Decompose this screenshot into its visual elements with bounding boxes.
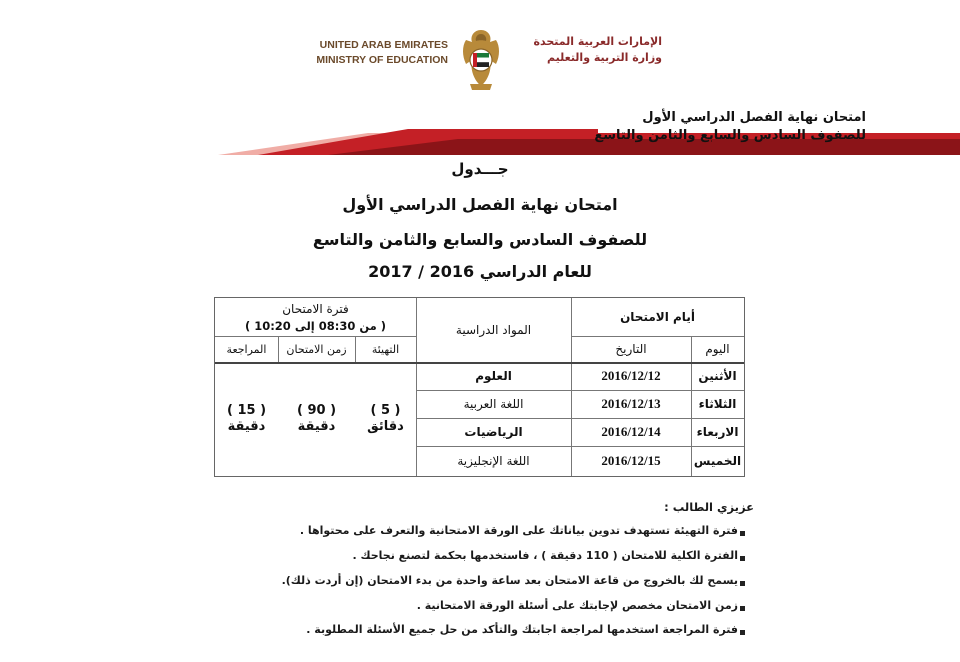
row-day: الأثنين bbox=[698, 369, 737, 383]
row-date: 2016/12/14 bbox=[601, 424, 661, 439]
exam-duration bbox=[278, 362, 355, 476]
schedule-title-line1: امتحان نهاية الفصل الدراسي الأول bbox=[342, 195, 618, 214]
bullet-icon bbox=[740, 556, 745, 561]
country-name-arabic: الإمارات العربية المتحدة bbox=[533, 35, 662, 48]
schedule-title-line3: للعام الدراسي 2016 / 2017 bbox=[368, 262, 592, 281]
row-date: 2016/12/13 bbox=[601, 396, 661, 411]
ministry-name-english bbox=[300, 38, 448, 68]
ministry-name-english-line: MINISTRY OF EDUCATION bbox=[316, 54, 448, 66]
row-subject: الرياضيات bbox=[464, 425, 523, 439]
ministry-name-arabic bbox=[512, 34, 662, 66]
bullet-icon bbox=[740, 581, 745, 586]
review-unit: دقيقة bbox=[227, 419, 266, 434]
notes-title: عزيزي الطالب : bbox=[664, 500, 754, 514]
banner-title-line1: امتحان نهاية الفصل الدراسي الأول bbox=[642, 110, 866, 125]
exam-period-header: فترة الامتحان bbox=[282, 302, 349, 316]
bullet-icon bbox=[740, 606, 745, 611]
note-item: فترة التهيئة تستهدف تدوين بياناتك على الورقة الامتحانية والتعرف على محتواها . bbox=[299, 524, 738, 537]
row-day: الثلاثاء bbox=[698, 397, 737, 411]
row-date: 2016/12/15 bbox=[601, 453, 661, 468]
exam-value: ( 90 ) bbox=[296, 403, 337, 418]
exam-days-header: أيام الامتحان bbox=[620, 310, 695, 324]
ministry-name-arabic-line: وزارة التربية والتعليم bbox=[547, 51, 662, 64]
row-day: الخميس bbox=[693, 454, 742, 468]
review-value: ( 15 ) bbox=[226, 403, 267, 418]
prep-duration bbox=[355, 362, 416, 476]
review-column-header: المراجعة bbox=[226, 342, 267, 356]
note-item: زمن الامتحان مخصص لإجابتك على أسئلة الورقة الامتحانية . bbox=[416, 599, 738, 612]
bullet-icon bbox=[740, 531, 745, 536]
schedule-title-line2: للصفوف السادس والسابع والثامن والتاسع bbox=[312, 230, 648, 249]
row-day: الاربعاء bbox=[696, 425, 739, 439]
schedule-heading: جـــدول bbox=[451, 160, 509, 178]
note-item: فترة المراجعة استخدمها لمراجعة اجابتك والتأكد من حل جميع الأسئلة المطلوبة . bbox=[306, 623, 738, 636]
row-date: 2016/12/12 bbox=[601, 368, 661, 383]
date-column-header: التاريخ bbox=[615, 342, 647, 356]
subjects-column-header: المواد الدراسية bbox=[455, 323, 532, 337]
exam-time-column-header: زمن الامتحان bbox=[286, 342, 347, 356]
exam-period-time: ( من 08:30 إلى 10:20 ) bbox=[244, 319, 387, 333]
exam-unit: دقيقة bbox=[297, 419, 336, 434]
exam-schedule-table bbox=[214, 297, 745, 477]
uae-emblem-icon bbox=[456, 26, 506, 94]
day-column-header: اليوم bbox=[705, 342, 730, 356]
prep-unit: دقائق bbox=[367, 419, 404, 434]
prep-value: ( 5 ) bbox=[370, 403, 401, 418]
country-name-english: UNITED ARAB EMIRATES bbox=[319, 39, 448, 51]
bullet-icon bbox=[740, 630, 745, 635]
prep-column-header: التهيئة bbox=[371, 342, 400, 356]
review-duration bbox=[215, 362, 278, 476]
row-subject: اللغة الإنجليزية bbox=[457, 454, 530, 468]
row-subject: العلوم bbox=[475, 369, 512, 383]
row-subject: اللغة العربية bbox=[463, 397, 524, 411]
note-item: الفترة الكلية للامتحان ( 110 دقيقة ) ، فاستخدمها بحكمة لتصنع نجاحك . bbox=[352, 549, 738, 562]
banner-title-line2: للصفوف السادس والسابع والثامن والتاسع bbox=[594, 128, 866, 143]
note-item: يسمح لك بالخروج من قاعة الامتحان بعد ساعة واحدة من بدء الامتحان (إن أردت ذلك). bbox=[281, 574, 738, 587]
